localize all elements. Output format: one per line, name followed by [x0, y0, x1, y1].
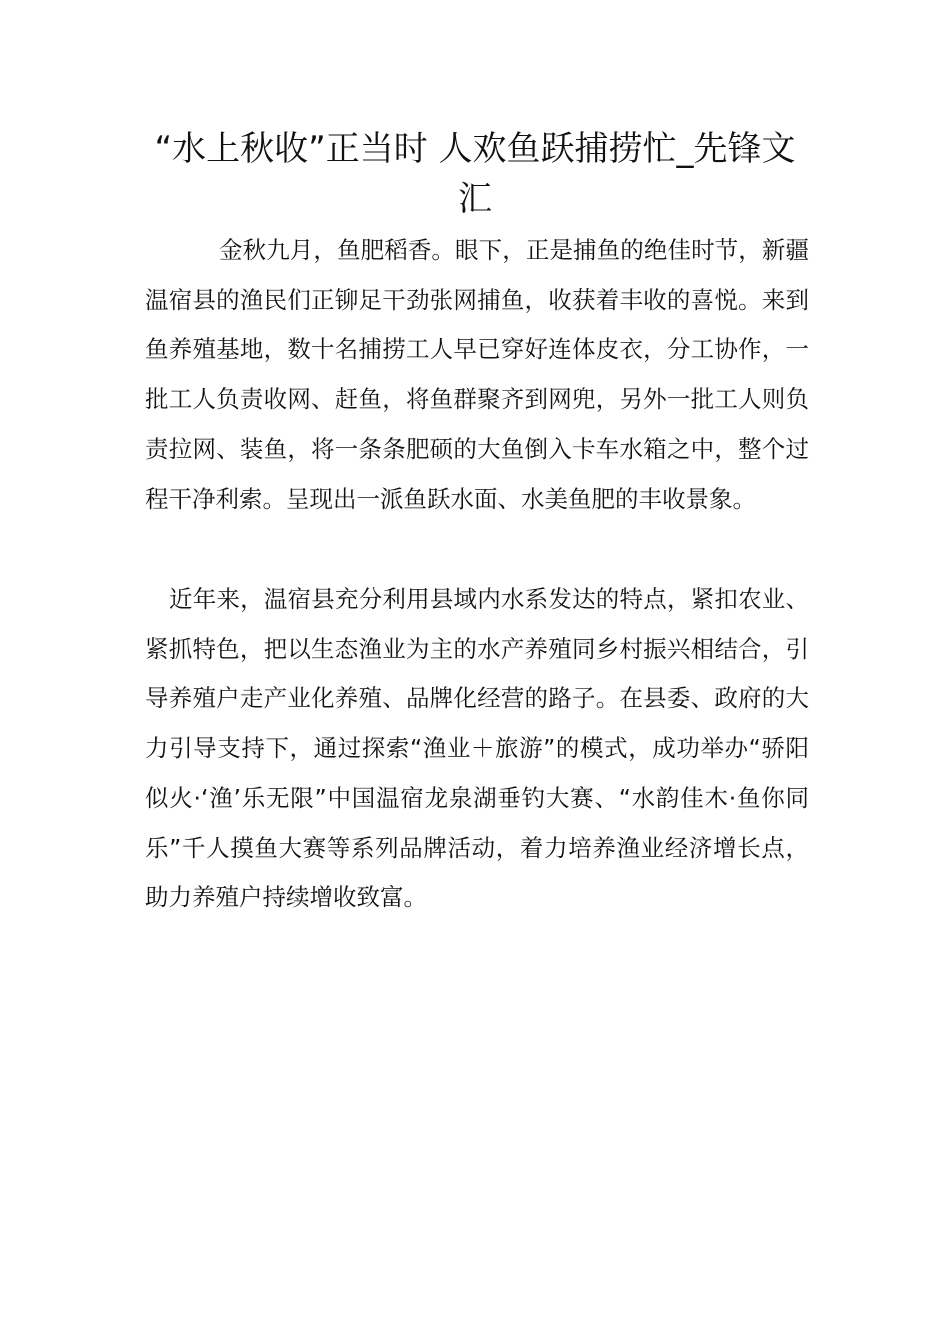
paragraph-harvest-scene: 金秋九月，鱼肥稻香。眼下，正是捕鱼的绝佳时节，新疆温宿县的渔民们正铆足干劲张网捕鱼，收获着丰收的喜悦。来到鱼养殖基地，数十名捕捞工人早已穿好连体皮衣，分工协作，一批工人负责收网、赶鱼，将鱼群聚齐到网兜，另外一批工人则负责拉网、装鱼，将一条条肥硕的大鱼倒入卡车水箱之中，整个过程干净利索。呈现出一派鱼跃水面、水美鱼肥的丰收景象。 — [145, 236, 809, 513]
paragraph-fishery-development: 近年来，温宿县充分利用县域内水系发达的特点，紧扣农业、紧抓特色，把以生态渔业为主的水产养殖同乡村振兴相结合，引导养殖户走产业化养殖、品牌化经营的路子。在县委、政府的大力引导支持下，通过探索“渔业＋旅游”的模式，成功举办“骄阳似火·‘渔’乐无限”中国温宿龙泉湖垂钓大赛、“水韵佳木·鱼你同乐”千人摸鱼大赛等系列品牌活动，着力培养渔业经济增长点，助力养殖户持续增收致富。 — [145, 585, 809, 912]
document-title: “水上秋收”正当时 人欢鱼跃捕捞忙_先锋文汇 — [154, 129, 796, 219]
